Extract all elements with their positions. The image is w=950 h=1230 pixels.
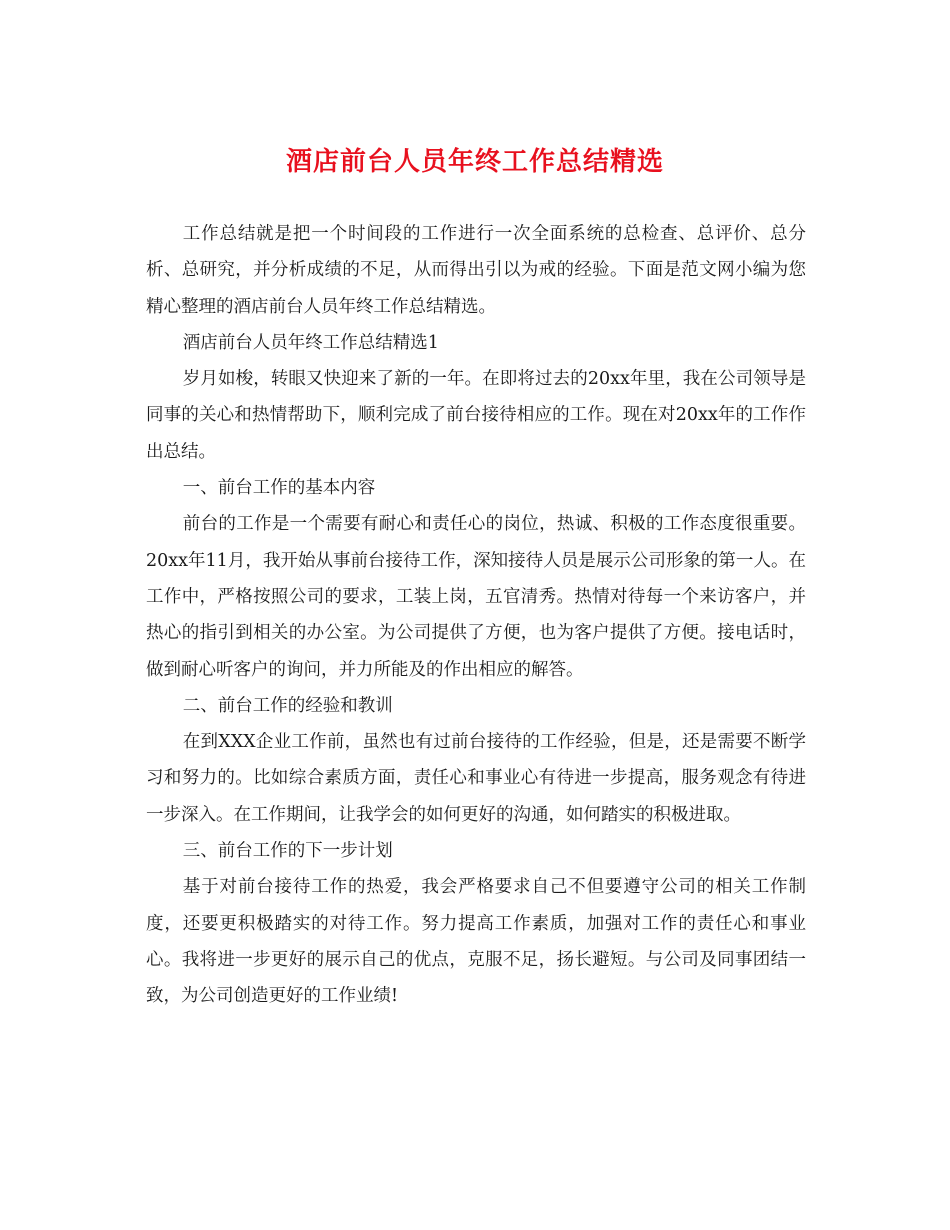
intro-paragraph: 工作总结就是把一个时间段的工作进行一次全面系统的总检查、总评价、总分析、总研究，并分析成绩的不足，从而得出引以为戒的经验。下面是范文网小编为您精心整理的酒店前台人员年终工作总结精选。: [146, 224, 806, 317]
subheading-article-1: 酒店前台人员年终工作总结精选1: [182, 332, 439, 353]
section-heading-2: 二、前台工作的经验和教训: [182, 695, 393, 716]
section-heading-3: 三、前台工作的下一步计划: [182, 841, 393, 862]
document-title: 酒店前台人员年终工作总结精选: [285, 147, 664, 177]
opening-paragraph: 岁月如梭，转眼又快迎来了新的一年。在即将过去的20xx年里，我在公司领导是同事的关心和热情帮助下，顺利完成了前台接待相应的工作。现在对20xx年的工作作出总结。: [146, 369, 806, 462]
section-paragraph-3: 基于对前台接待工作的热爱，我会严格要求自己不但要遵守公司的相关工作制度，还要更积极踏实的对待工作。努力提高工作素质，加强对工作的责任心和事业心。我将进一步更好的展示自己的优点，克服不足，扬长避短。与公司及同事团结一致，为公司创造更好的工作业绩!: [146, 877, 806, 1007]
section-heading-1: 一、前台工作的基本内容: [182, 478, 376, 499]
document-body: [146, 216, 806, 1015]
section-paragraph-1: 前台的工作是一个需要有耐心和责任心的岗位，热诚、积极的工作态度很重要。20xx年11月，我开始从事前台接待工作，深知接待人员是展示公司形象的第一人。在工作中，严格按照公司的要求，工装上岗，五官清秀。热情对待每一个来访客户，并热心的指引到相关的办公室。为公司提供了方便，也为客户提供了方便。接电话时，做到耐心听客户的询问，并力所能及的作出相应的解答。: [146, 514, 806, 680]
section-paragraph-2: 在到XXX企业工作前，虽然也有过前台接待的工作经验，但是，还是需要不断学习和努力的。比如综合素质方面，责任心和事业心有待进一步提高，服务观念有待进一步深入。在工作期间，让我学会的如何更好的沟通，如何踏实的积极进取。: [146, 732, 806, 825]
